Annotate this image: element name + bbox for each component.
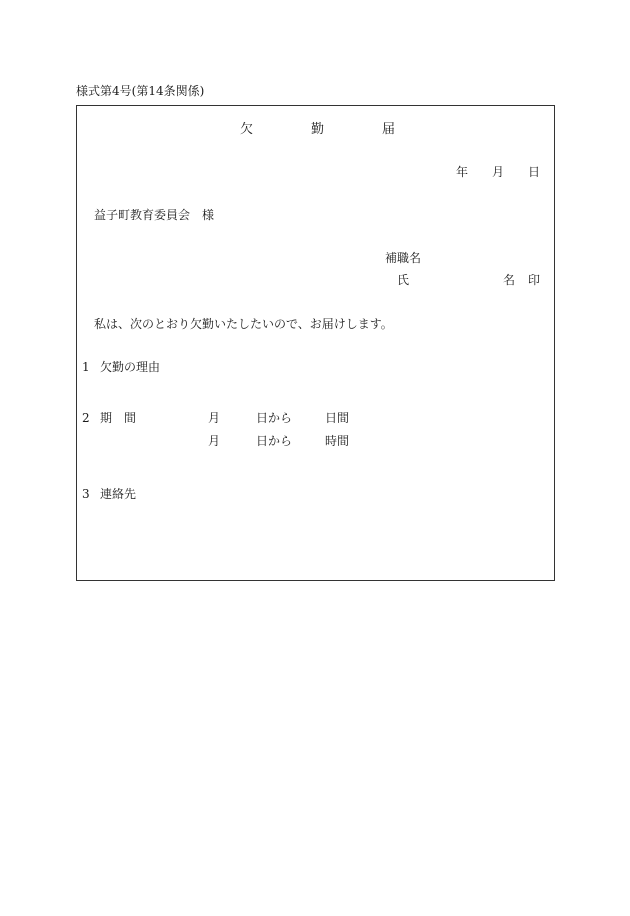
title-char-1: 欠 [240, 122, 254, 137]
form-number: 様式第4号(第14条関係) [76, 84, 205, 98]
item-3-number: 3 [82, 487, 90, 501]
period-row2-day-from: 日から [256, 434, 293, 448]
addressee: 益子町教育委員会 様 [94, 208, 215, 222]
period-row1-day-from: 日から [256, 411, 293, 425]
seal-label: 印 [528, 273, 541, 287]
item-1-number: 1 [82, 360, 90, 374]
date-month-label: 月 [492, 165, 505, 179]
item-2-label: 期 間 [100, 411, 137, 425]
name-label-2: 名 [503, 273, 516, 287]
date-year-label: 年 [456, 165, 469, 179]
form-box [76, 105, 555, 581]
period-row2-month: 月 [208, 434, 221, 448]
period-row1-month: 月 [208, 411, 221, 425]
item-1-label: 欠勤の理由 [100, 360, 161, 374]
period-row2-duration: 時間 [325, 434, 350, 448]
item-3-label: 連絡先 [100, 487, 137, 501]
date-day-label: 日 [528, 165, 541, 179]
item-2-number: 2 [82, 411, 90, 425]
name-label-1: 氏 [397, 273, 410, 287]
period-row1-duration: 日間 [325, 411, 350, 425]
title-char-3: 届 [382, 122, 396, 137]
statement: 私は、次のとおり欠勤いたしたいので、お届けします。 [94, 317, 393, 331]
title-char-2: 勤 [311, 122, 325, 137]
job-title-label: 補職名 [385, 251, 422, 265]
